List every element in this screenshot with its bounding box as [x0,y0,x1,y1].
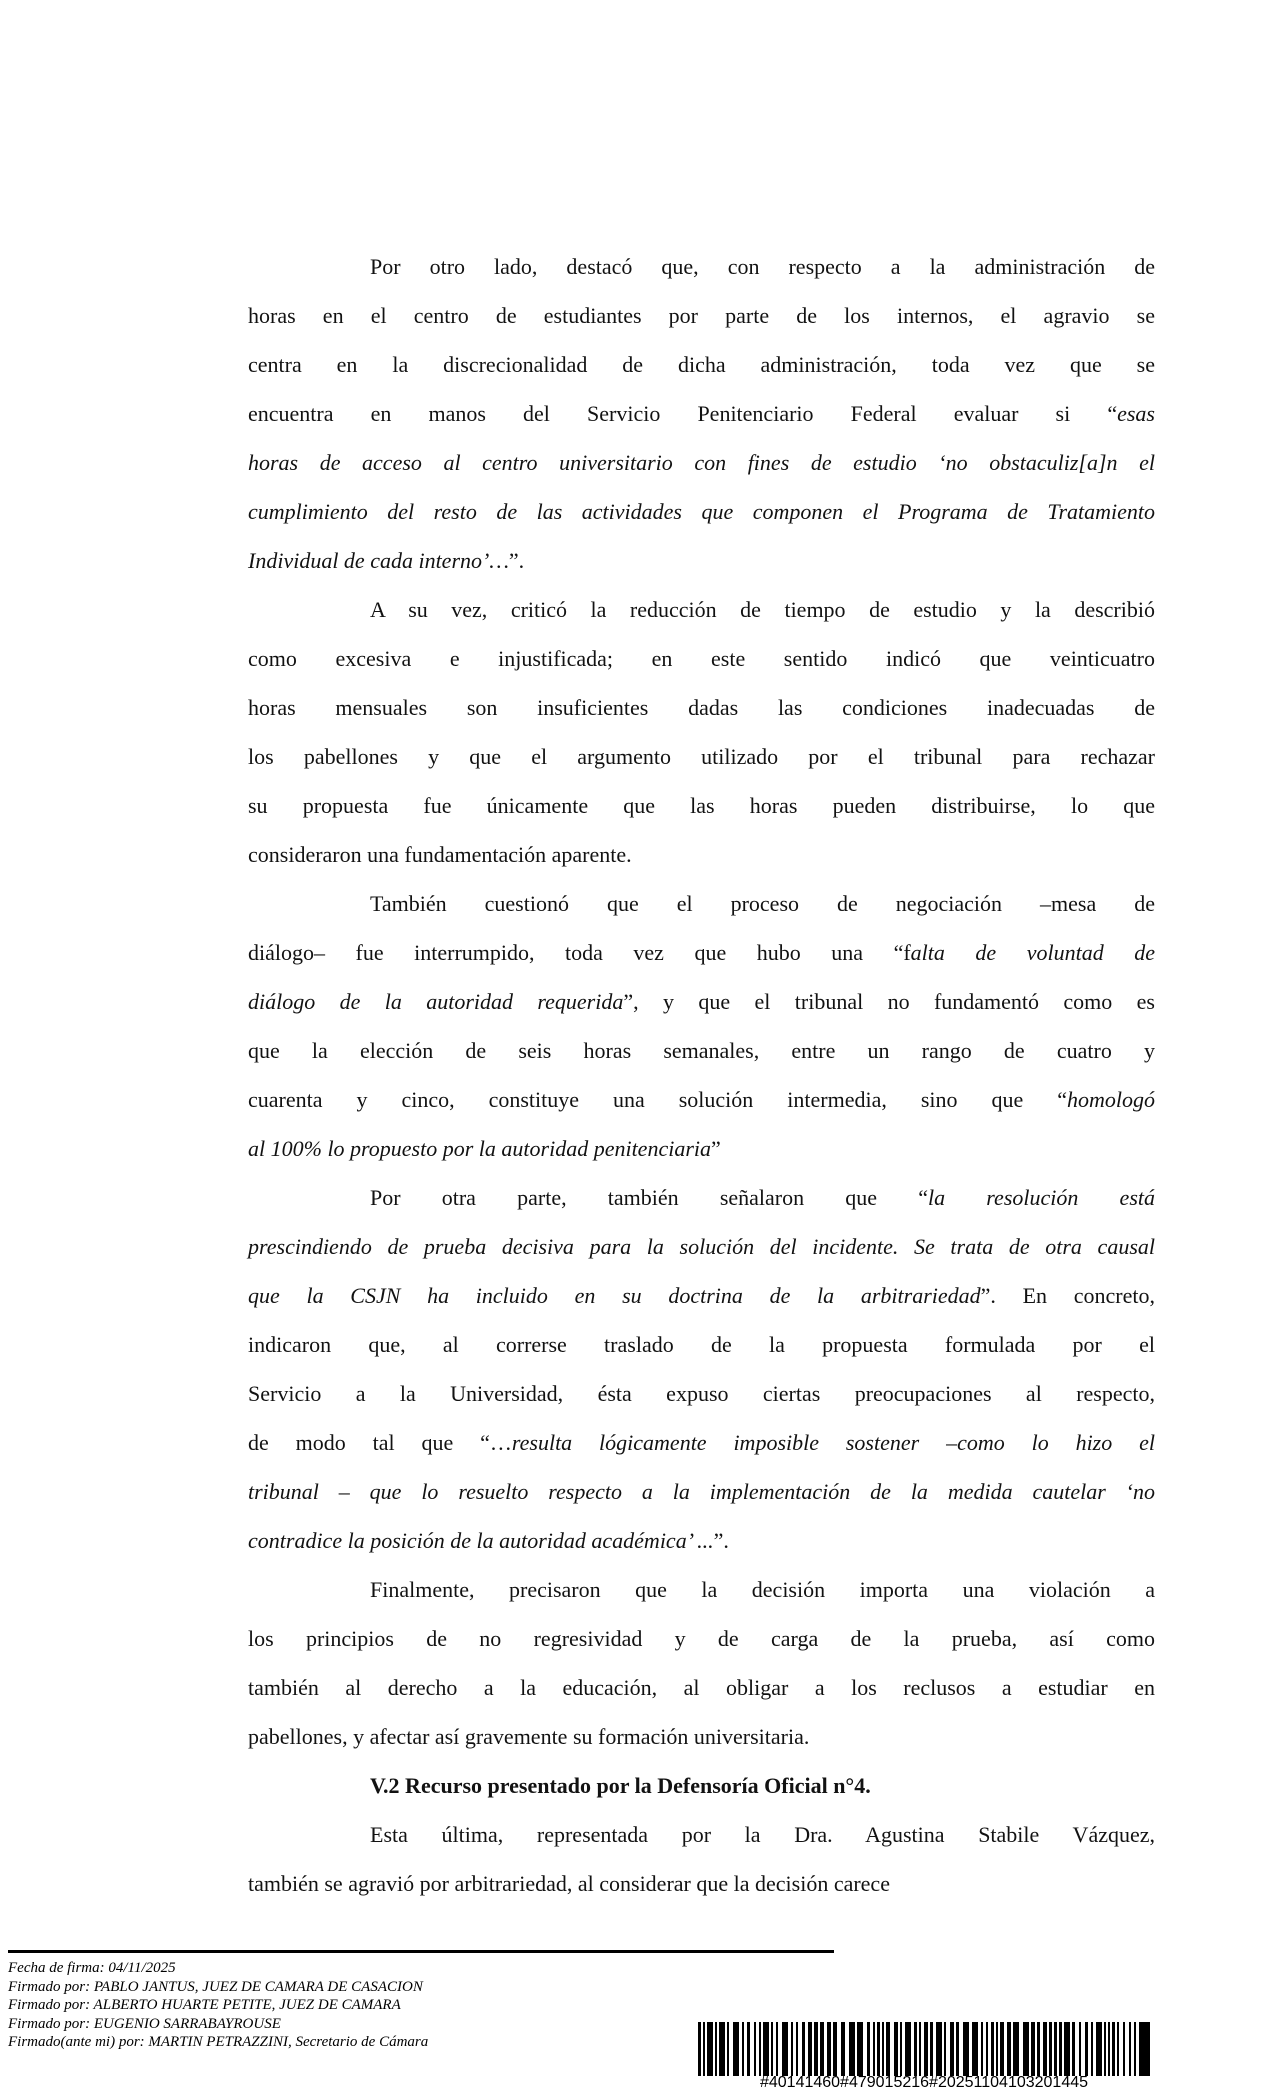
text-segment: la resolución está [928,1185,1155,1210]
text-segment: tribunal – que lo resuelto respecto a la implementación de la medida cautelar ‘no [248,1479,1155,1504]
text-segment: consideraron una fundamentación aparente. [248,842,632,867]
text-segment: Esta última, representada por la Dra. Agustina Stabile Vázquez, [370,1822,1155,1847]
barcode-bar [1064,2022,1070,2076]
barcode-bar [814,2022,818,2076]
barcode-bar [796,2022,798,2076]
barcode-bar [1085,2022,1088,2076]
text-line [248,487,1155,536]
text-line [248,928,1155,977]
text-segment: horas mensuales son insuficientes dadas las condiciones inadecuadas de [248,695,1155,720]
text-segment: que la elección de seis horas semanales, entre un rango de cuatro y [248,1038,1155,1063]
text-segment: homologó [1067,1087,1155,1112]
signature-line: Fecha de firma: 04/11/2025 [8,1960,176,1976]
text-segment: de modo tal que “… [248,1430,512,1455]
barcode-bar [820,2022,824,2076]
text-line [248,1271,1155,1320]
text-segment: pabellones, y afectar así gravemente su formación universitaria. [248,1724,810,1749]
barcode-bar [936,2022,942,2076]
text-line [248,1222,1155,1271]
text-line [248,1124,1155,1173]
barcode-bar [1112,2022,1115,2076]
text-line [248,1320,1155,1369]
barcode-bar [986,2022,988,2076]
text-line [248,1369,1155,1418]
text-segment: esas [1117,401,1155,426]
text-line [248,291,1155,340]
text-segment: los pabellones y que el argumento utilizado por el tribunal para rechazar [248,744,1155,769]
barcode-bar [771,2022,773,2076]
text-segment: ”. [508,548,525,573]
barcode-bar [944,2022,946,2076]
barcode-bar [849,2022,855,2076]
barcode-bar [1037,2022,1040,2076]
barcode-number: #40141460#479015216#20251104103201445 [759,2074,1089,2091]
barcode-bar [827,2022,831,2076]
barcode-bar [900,2022,902,2076]
text-segment: los principios de no regresividad y de carga de la prueba, así como [248,1626,1155,1651]
text-line [248,879,1155,928]
text-segment: ”. En concreto, [980,1283,1155,1308]
text-line [248,340,1155,389]
text-segment: Por otro lado, destacó que, con respecto a la administración de [370,254,1155,279]
barcode-bar [886,2022,890,2076]
text-line [248,1467,1155,1516]
text-segment: diálogo– fue interrumpido, toda vez que hubo una “f [248,940,911,965]
text-line [248,634,1155,683]
barcode-bar [1123,2022,1125,2076]
barcode-bar [919,2022,921,2076]
barcode-bar [1007,2022,1011,2076]
barcode-bar [719,2022,725,2076]
text-line [248,830,1155,879]
barcode-bar [972,2022,978,2076]
text-segment: al 100% lo propuesto por la autoridad penitenciaria [248,1136,711,1161]
barcode-bar [930,2022,933,2076]
text-segment: centra en la discrecionalidad de dicha administración, toda vez que se [248,352,1155,377]
text-segment: su propuesta fue únicamente que las horas pueden distribuirse, lo que [248,793,1155,818]
barcode-bar [894,2022,898,2076]
text-segment: alta de voluntad de [910,940,1155,965]
barcode-bar [905,2022,911,2076]
text-segment: Servicio a la Universidad, ésta expuso ciertas preocupaciones al respecto, [248,1381,1155,1406]
text-line [248,732,1155,781]
text-segment: diálogo de la autoridad requerida [248,989,624,1014]
text-segment: como excesiva e injustificada; en este sentido indicó que veinticuatro [248,646,1155,671]
barcode-bar [707,2022,713,2076]
text-line [248,1418,1155,1467]
text-line [248,1859,1155,1908]
text-segment: cuarenta y cinco, constituye una solución intermedia, sino que “ [248,1087,1067,1112]
text-line [248,1075,1155,1124]
text-line [248,1663,1155,1712]
text-segment: horas en el centro de estudiantes por parte de los internos, el agravio se [248,303,1155,328]
barcode-bar [1059,2022,1062,2076]
barcode-bar [996,2022,998,2076]
text-segment: ” [711,1136,721,1161]
barcode-bar [956,2022,959,2076]
barcode-bar [1049,2022,1052,2076]
text-segment: ”. [713,1528,729,1553]
barcode-bar [782,2022,788,2076]
text-segment: cumplimiento del resto de las actividades que componen el Programa de Tratamiento [248,499,1155,524]
text-segment: contradice la posición de la autoridad académica’ ... [248,1528,714,1553]
barcode-bar [1054,2022,1057,2076]
text-segment: también se agravió por arbitrariedad, al considerar que la decisión carece [248,1871,890,1896]
barcode-bar [867,2022,870,2076]
barcode-bar [1013,2022,1019,2076]
footer-divider [8,1950,834,1953]
text-line [248,1761,1155,1810]
barcode-bar [742,2022,744,2076]
barcode-bar [727,2022,729,2076]
signature-footer [8,1959,428,2052]
text-line [248,1173,1155,1222]
text-line [248,1712,1155,1761]
barcode-bar [791,2022,793,2076]
text-line [248,1026,1155,1075]
barcode-bar [759,2022,761,2076]
barcode-bar [833,2022,837,2076]
barcode-bar [877,2022,880,2076]
barcode-bar [1023,2022,1029,2076]
barcode-bar [882,2022,884,2076]
text-line [248,1516,1155,1565]
barcode-bar [963,2022,969,2076]
text-line [248,1565,1155,1614]
text-line [248,389,1155,438]
text-segment: también al derecho a la educación, al obligar a los reclusos a estudiar en [248,1675,1155,1700]
text-line [248,536,1155,585]
text-line [248,683,1155,732]
barcode-bar [715,2022,717,2076]
text-segment: Por otra parte, también señalaron que “ [370,1185,929,1210]
text-segment: ”, y que el tribunal no fundamentó como es [623,989,1155,1014]
barcode-bar [924,2022,928,2076]
barcode-bar [1117,2022,1119,2076]
barcode-bar [1139,2022,1150,2076]
barcode-bar [1072,2022,1075,2076]
document-body [248,242,1155,1908]
barcode-bar [981,2022,983,2076]
barcode-bar [1129,2022,1131,2076]
barcode-bar [857,2022,863,2076]
text-segment: También cuestionó que el proceso de negociación –mesa de [370,891,1155,916]
barcode-bar [873,2022,875,2076]
barcode-bar [703,2022,705,2076]
barcode-bar [754,2022,756,2076]
text-line [248,438,1155,487]
signature-line: Firmado por: PABLO JANTUS, JUEZ DE CAMARA DE CASACION [8,1978,423,1995]
barcode-bar [733,2022,739,2076]
barcode-bar [1031,2022,1035,2076]
barcode-bar [1000,2022,1004,2076]
barcode-bar [1091,2022,1093,2076]
barcode [698,2022,1150,2076]
text-line [248,1810,1155,1859]
barcode-bar [698,2022,701,2076]
barcode-bar [914,2022,917,2076]
text-segment: que la CSJN ha incluido en su doctrina de la arbitrariedad [248,1283,981,1308]
text-segment: indicaron que, al correrse traslado de la propuesta formulada por el [248,1332,1155,1357]
signature-line: Firmado por: ALBERTO HUARTE PETITE, JUEZ DE CAMARA [8,1997,401,2014]
barcode-bar [1096,2022,1102,2076]
barcode-bar [1108,2022,1110,2076]
text-segment: encuentra en manos del Servicio Penitenciario Federal evaluar si “ [248,401,1118,426]
barcode-bar [802,2022,805,2076]
barcode-bar [1134,2022,1136,2076]
text-line [248,1614,1155,1663]
text-segment: horas de acceso al centro universitario con fines de estudio ‘no obstaculiz[a]n el [248,450,1155,475]
signature-line: Firmado por: EUGENIO SARRABAYROUSE [8,2015,281,2032]
text-line [248,977,1155,1026]
barcode-bar [991,2022,994,2076]
barcode-bar [763,2022,769,2076]
text-segment: A su vez, criticó la reducción de tiempo de estudio y la describió [370,597,1155,622]
text-segment: Finalmente, precisaron que la decisión importa una violación a [370,1577,1155,1602]
barcode-bar [776,2022,778,2076]
barcode-bar [1043,2022,1047,2076]
barcode-bar [1104,2022,1106,2076]
text-segment: prescindiendo de prueba decisiva para la solución del incidente. Se trata de otra causal [248,1234,1155,1259]
text-line [248,585,1155,634]
barcode-bar [808,2022,812,2076]
barcode-bar [747,2022,750,2076]
text-segment: Individual de cada interno’… [248,548,509,573]
text-segment: V.2 Recurso presentado por la Defensoría Oficial n°4. [370,1773,871,1798]
text-line [248,242,1155,291]
barcode-bar [841,2022,845,2076]
text-line [248,781,1155,830]
signature-line: Firmado(ante mi) por: MARTIN PETRAZZINI, Secretario de Cámara [8,2034,429,2051]
barcode-bar [950,2022,954,2076]
barcode-bar [1079,2022,1081,2076]
text-segment: resulta lógicamente imposible sostener –como lo hizo el [511,1430,1155,1455]
